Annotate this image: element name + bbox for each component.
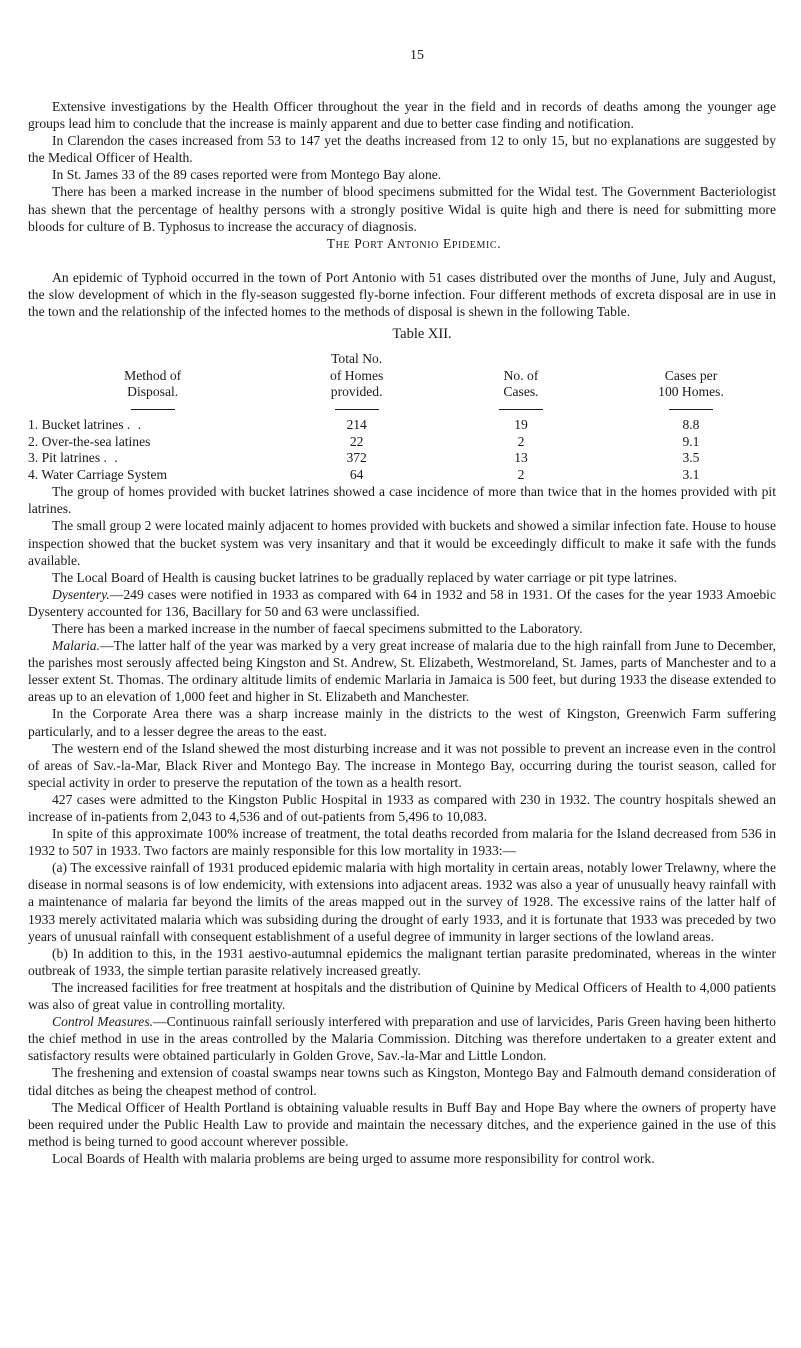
homes-cell: 22: [349, 433, 364, 449]
divider: [669, 409, 713, 410]
paragraph: Extensive investigations by the Health Officer throughout the year in the field and in records of deaths among the younger age groups lead him to conclude that the increase is mainly apparent and due to better case finding and notification.: [28, 99, 776, 132]
paragraph: The group of homes provided with bucket latrines showed a case incidence of more than twice that in the homes provided with pit latrines.: [28, 484, 776, 517]
per100-cell: 3.1: [682, 466, 700, 482]
divider: [335, 409, 379, 410]
header-total-homes: Total No. of Homes provided.: [330, 351, 384, 400]
cases-cell: 2: [517, 466, 525, 482]
per100-cell: 9.1: [682, 433, 700, 449]
cases-cell: 13: [514, 450, 528, 466]
dysentery-label: Dysentery.: [52, 586, 110, 602]
paragraph: The small group 2 were located mainly adjacent to homes provided with buckets and showed a similar infection fate. House to house inspection showed that the bucket system was very insanitary and that it would be exceedingly difficult to make it safe with the funds available.: [28, 518, 776, 568]
method-cell: 2. Over-the-sea latines: [28, 433, 151, 449]
paragraph: An epidemic of Typhoid occurred in the town of Port Antonio with 51 cases distributed over the months of June, July and August, the slow development of which in the fly-season suggested fly-borne infection. Four different methods of excreta disposal are in use in the town and the relationship of the infected homes to the methods of disposal is shewn in the following Table.: [28, 269, 776, 320]
per100-cell: 8.8: [682, 417, 700, 433]
paragraph: The Medical Officer of Health Portland is obtaining valuable results in Buff Bay and Hope Bay where the owners of property have been required under the Public Health Law to provide and maintain the necessary ditches, and the experience gained in the use of this method is being turned to good account wherever possible.: [28, 1099, 776, 1149]
control-text: —Continuous rainfall seriously interfered with preparation and use of larvicides, Paris Green having been hitherto the chief method in use in the areas controlled by the Malaria Commission. Ditching was therefore undertaken to a greater extent and satisfactory results were obtained particularly in Golden Grove, Sav.-la-Mar and Little London.: [28, 1014, 776, 1064]
header-cases: No. of Cases.: [503, 367, 539, 400]
malaria-text: —The latter half of the year was marked by a very great increase of malaria due to the high rainfall from June to December, the parishes most serously affected being Kingston and St. Andrew, St. Elizabeth, Westmoreland, St. James, parts of Manchester and to a lesser extent St. Thomas. The ordinary altitude limits of endemic Marlaria in Jamaica is 500 feet, but during 1933 the disease extended to areas up to an elevation of 1,000 feet and higher in St. Elizabeth and Manchester.: [28, 638, 776, 705]
method-cell: 4. Water Carriage System: [28, 466, 168, 482]
table-row: [28, 467, 776, 484]
leader-dots: . .: [103, 450, 120, 466]
divider: [499, 409, 543, 410]
cases-cell: 19: [514, 417, 528, 433]
paragraph: The Local Board of Health is causing bucket latrines to be gradually replaced by water carriage or pit type latrines.: [52, 569, 678, 585]
dysentery-paragraph: [28, 586, 776, 620]
body-text: [28, 98, 776, 1167]
table-row: [28, 450, 776, 467]
paragraph: 427 cases were admitted to the Kingston Public Hospital in 1933 as compared with 230 in 1932. The country hospitals shewed an increase of in-patients from 2,043 to 4,536 and of out-patients from 5,496 to 10,083.: [28, 791, 776, 824]
table-header-row: [28, 351, 776, 401]
malaria-paragraph: [28, 637, 776, 705]
leader-dots: . .: [126, 417, 144, 433]
homes-cell: 214: [346, 417, 367, 433]
paragraph: The increased facilities for free treatment at hospitals and the distribution of Quinine by Medical Officers of Health to 4,000 patients was also of great value in controlling mortality.: [28, 979, 776, 1013]
paragraph: The western end of the Island shewed the most disturbing increase and it was not possible to prevent an increase even in the control of areas of Sav.-la-Mar, Black River and Montego Bay. The increase in Montego Bay, occurring during the tourist season, called for special activity in order to preserve the reputation of the town as a health resort.: [28, 740, 776, 790]
paragraph: In the Corporate Area there was a sharp increase mainly in the districts to the west of Kingston, Greenwich Farm suffering particularly, and to a lesser degree the areas to the east.: [28, 706, 776, 739]
paragraph: Local Boards of Health with malaria problems are being urged to assume more responsibility for control work.: [52, 1150, 655, 1166]
paragraph: (b) In addition to this, in the 1931 aestivo-autumnal epidemics the malignant tertian parasite predominated, whereas in the winter outbreak of 1933, the simple tertian parasite relatively increased greatly.: [28, 945, 776, 978]
malaria-label: Malaria.: [52, 638, 100, 654]
per100-cell: 3.5: [682, 450, 700, 466]
dysentery-text: —249 cases were notified in 1933 as compared with 64 in 1932 and 58 in 1931. Of the cases for the year 1933 Amoebic Dysentery accounted for 136, Bacillary for 50 and 63 were unclassified.: [28, 586, 776, 619]
divider: [131, 409, 175, 410]
cases-cell: 2: [517, 433, 525, 449]
paragraph: (a) The excessive rainfall of 1931 produced epidemic malaria with high mortality in certain areas, notably lower Trelawny, where the disease in normal seasons is of low endemicity, with extensions into adjacent areas. 1932 was also a year of unusually heavy rainfall with a maintenance of malaria far beyond the limits of the areas mapped out in the survey of 1928. The excessive rains of the latter half of 1933 merely activitated malaria which was subsiding during the drought of early 1933, and it is fortunate that 1933 was preceded by two years of unusual rainfall with consequent establishment of a useful degree of immunity in larger sections of the lowland areas.: [28, 860, 776, 944]
header-method: Method of Disposal.: [124, 367, 182, 400]
table-caption: Table XII.: [392, 326, 452, 343]
method-cell: 1. Bucket latrines: [28, 417, 124, 433]
paragraph: The freshening and extension of coastal swamps near towns such as Kingston, Montego Bay and Falmouth demand consideration of tidal ditches as being the cheapest method of control.: [28, 1065, 776, 1098]
homes-cell: 64: [349, 466, 364, 482]
section-heading: The Port Antonio Epidemic.: [326, 235, 502, 251]
header-cases-per-100: Cases per 100 Homes.: [658, 367, 724, 400]
table-row: [28, 434, 776, 451]
method-cell: 3. Pit latrines: [28, 450, 101, 466]
control-paragraph: [28, 1013, 776, 1064]
paragraph: In Clarendon the cases increased from 53 to 147 yet the deaths increased from 12 to only 15, but no explanations are suggested by the Medical Officer of Health.: [28, 133, 776, 166]
disposal-table: [28, 351, 776, 483]
header-rule-row: [28, 401, 776, 418]
page-number: 15: [410, 48, 424, 63]
paragraph: There has been a marked increase in the number of blood specimens submitted for the Widal test. The Government Bacteriologist has shewn that the percentage of healthy persons with a strongly positive Widal is quite high and there is need for submitting more bloods for culture of B. Typhosus to increase the accuracy of diagnosis.: [28, 184, 776, 234]
paragraph: In spite of this approximate 100% increase of treatment, the total deaths recorded from malaria for the Island decreased from 536 in 1932 to 507 in 1933. Two factors are mainly responsible for this low mortality in 1933:—: [28, 826, 776, 859]
paragraph: In St. James 33 of the 89 cases reported were from Montego Bay alone.: [52, 167, 442, 183]
table-row: [28, 417, 776, 434]
control-label: Control Measures.: [52, 1014, 154, 1030]
homes-cell: 372: [346, 450, 367, 466]
paragraph: There has been a marked increase in the number of faecal specimens submitted to the Laboratory.: [52, 620, 583, 636]
